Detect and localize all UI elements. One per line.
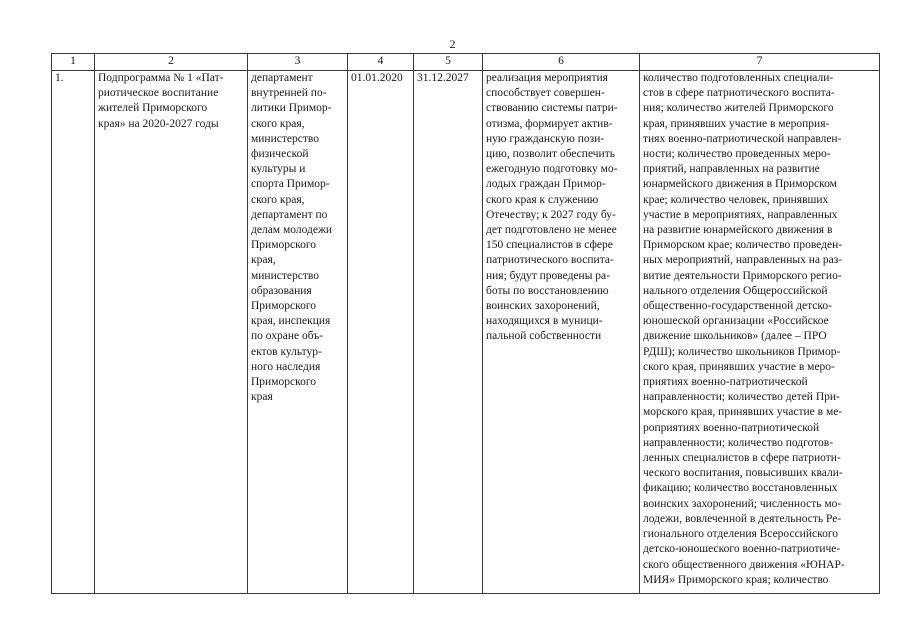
- table-row: [52, 71, 880, 594]
- page-number: 2: [449, 37, 456, 51]
- column-header: 5: [414, 54, 483, 71]
- result-cell: [483, 71, 640, 594]
- program-cell: [95, 71, 248, 594]
- executors-cell: [248, 71, 348, 594]
- column-header: 1: [52, 54, 95, 71]
- program-name: Подпрограмма № 1 «Пат- риотическое воспитание жителей Приморского края» на 2020-2027 годы: [98, 72, 224, 130]
- result-text: реализация мероприятия способствует совершен- ствованию системы патри- отизма, формирует актив- ную гражданскую пози- цию, позволит обеспечить ежегодную подготовку мо- лодых граждан Примор- ского края к служению Отечеству; к 2027 году бу- дет подготовлено не менее 150 специалистов в сфере патриотического воспита- ния; будут проведены ра- боты по восстановлению воинских захоронений, находящихся в муници- пальной собственности: [486, 72, 618, 343]
- indicators-text: количество подготовленных специали- стов в сфере патриотического воспита- ния; количество жителей Приморского края, принявших участие в мероприя- тиях военно-патриотической направлен- ности; количество проведенных меро- приятий, направленных на развитие юнармейского движения в Приморском крае; количество человек, принявших участие в мероприятиях, направленных на развитие юнармейского движения в Приморском крае; количество проведен- ных мероприятий, направленных на раз- витие деятельности Приморского регио- нального отделения Общероссийской общественно-государственной детско- юношеской организации «Российское движение школьников» (далее – ПРО РДШ); количество школьников Примор- ского края, принявших участие в меро- приятиях военно-патриотической направленности; количество детей При- морского края, принявших участие в ме- роприятиях военно-патриотической направленности; количество подготов- ленных специалистов в сфере патриоти- ческого воспитания, повысивших квали- фикацию; количество восстановленных воинских захоронений; численность мо- лодежи, вовлеченной в деятельность Ре- гионального отделения Всероссийского детско-юношеского военно-патриотиче- ского общественного движения «ЮНАР- МИЯ» Приморского края; количество: [643, 72, 845, 586]
- start-date-cell: [348, 71, 414, 594]
- column-header: 7: [640, 54, 880, 71]
- program-table: [51, 53, 880, 594]
- end-date: 31.12.2027: [417, 72, 469, 84]
- column-header: 4: [348, 54, 414, 71]
- column-header: 2: [95, 54, 248, 71]
- end-date-cell: [414, 71, 483, 594]
- row-number: 1.: [55, 72, 64, 84]
- row-number-cell: [52, 71, 95, 594]
- executors-text: департамент внутренней по- литики Примор- ского края, министерство физической культуры и спорта Примор- ского края, департамент по делам молодежи Приморского края, министерство образования Приморского края, инспекция по охране объ- ектов культур- ного наследия Приморского края: [251, 72, 333, 404]
- column-header: 6: [483, 54, 640, 71]
- column-header: 3: [248, 54, 348, 71]
- start-date: 01.01.2020: [351, 72, 403, 84]
- header-row: [52, 54, 880, 71]
- indicators-cell: [640, 71, 880, 594]
